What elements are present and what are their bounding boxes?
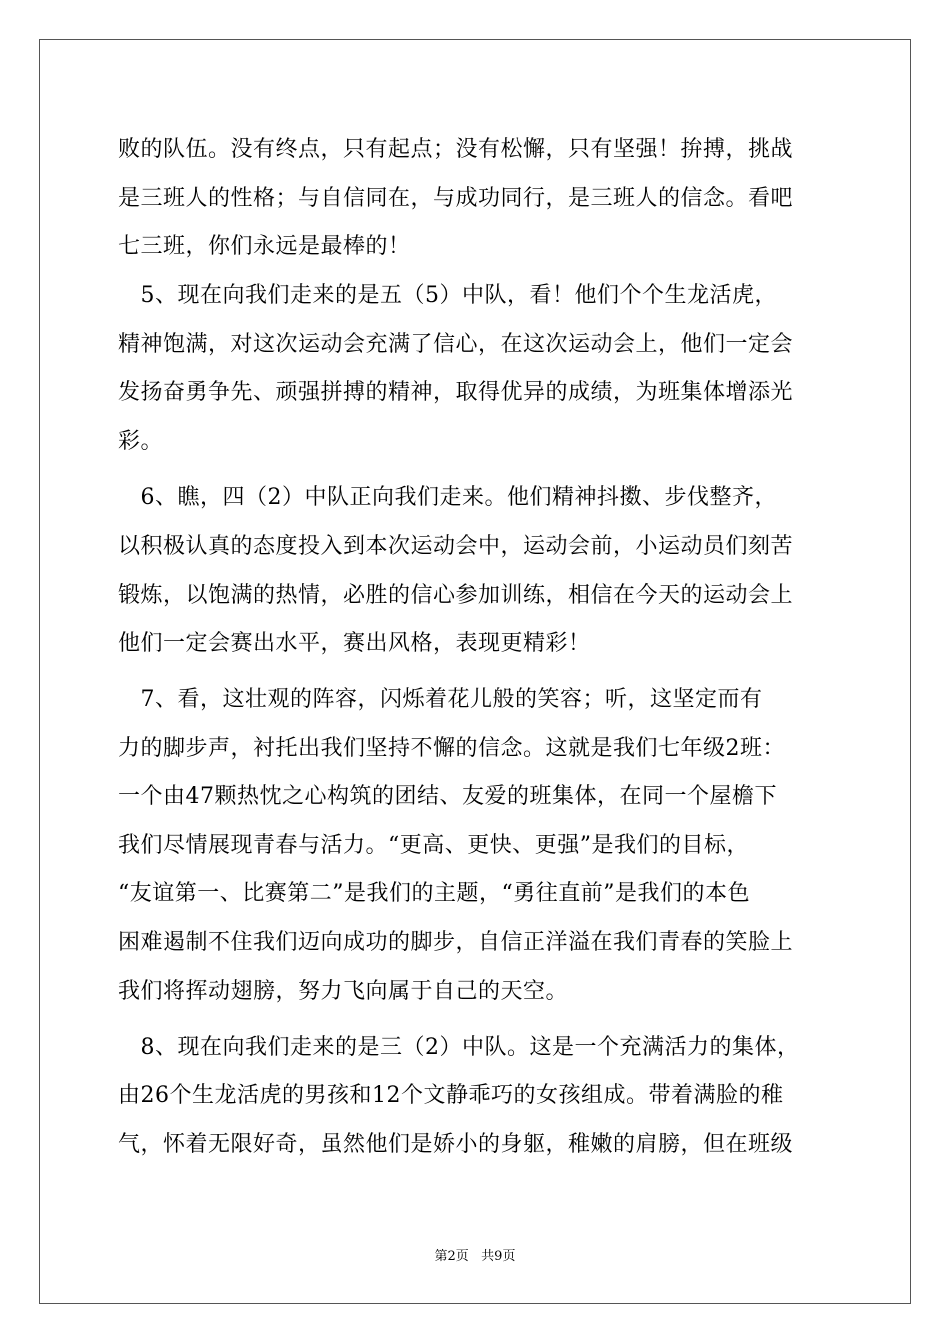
text-line: 彩。 xyxy=(118,429,164,454)
paragraph-start-line: 8、现在向我们走来的是三（2）中队。这是一个充满活力的集体， xyxy=(118,1035,800,1060)
text-line: 七三班，你们永远是最棒的！ xyxy=(118,234,411,259)
text-line: 我们尽情展现青春与活力。“更高、更快、更强”是我们的目标， xyxy=(118,833,749,858)
text-line: 发扬奋勇争先、顽强拼搏的精神，取得优异的成绩，为班集体增添光 xyxy=(118,380,794,405)
text-line: 我们将挥动翅膀，努力飞向属于自己的天空。 xyxy=(118,979,569,1004)
text-line: 败的队伍。没有终点，只有起点；没有松懈，只有坚强！拚搏，挑战 xyxy=(118,137,794,162)
text-line: 精神饱满，对这次运动会充满了信心，在这次运动会上，他们一定会 xyxy=(118,332,794,357)
paragraph-start-line: 5、现在向我们走来的是五（5）中队，看！他们个个生龙活虎， xyxy=(118,283,777,308)
text-line: 困难遏制不住我们迈向成功的脚步，自信正洋溢在我们青春的笑脸上 xyxy=(118,930,794,955)
text-line: 是三班人的性格；与自信同在，与成功同行，是三班人的信念。看吧 xyxy=(118,186,794,211)
text-line: 由26个生龙活虎的男孩和12个文静乖巧的女孩组成。带着满脸的稚 xyxy=(118,1083,784,1108)
page-border xyxy=(39,39,911,1304)
text-line: 力的脚步声，衬托出我们坚持不懈的信念。这就是我们七年级2班： xyxy=(118,736,785,761)
text-line: 锻炼，以饱满的热情，必胜的信心参加训练，相信在今天的运动会上 xyxy=(118,583,794,608)
text-line: 以积极认真的态度投入到本次运动会中，运动会前，小运动员们刻苦 xyxy=(118,534,794,559)
text-line: 他们一定会赛出水平，赛出风格，表现更精彩！ xyxy=(118,631,591,656)
paragraph-start-line: 7、看，这壮观的阵容，闪烁着花儿般的笑容；听，这坚定而有 xyxy=(118,687,763,712)
text-line: “友谊第一、比赛第二”是我们的主题，“勇往直前”是我们的本色 xyxy=(118,881,750,906)
text-line: 气，怀着无限好奇，虽然他们是娇小的身躯，稚嫩的肩膀，但在班级 xyxy=(118,1132,794,1157)
text-line: 一个由47颗热忱之心构筑的团结、友爱的班集体，在同一个屋檐下 xyxy=(118,784,777,809)
paragraph-start-line: 6、瞧，四（2）中队正向我们走来。他们精神抖擞、步伐整齐， xyxy=(118,485,777,510)
page-number-footer: 第2页 共9页 xyxy=(434,1249,516,1264)
